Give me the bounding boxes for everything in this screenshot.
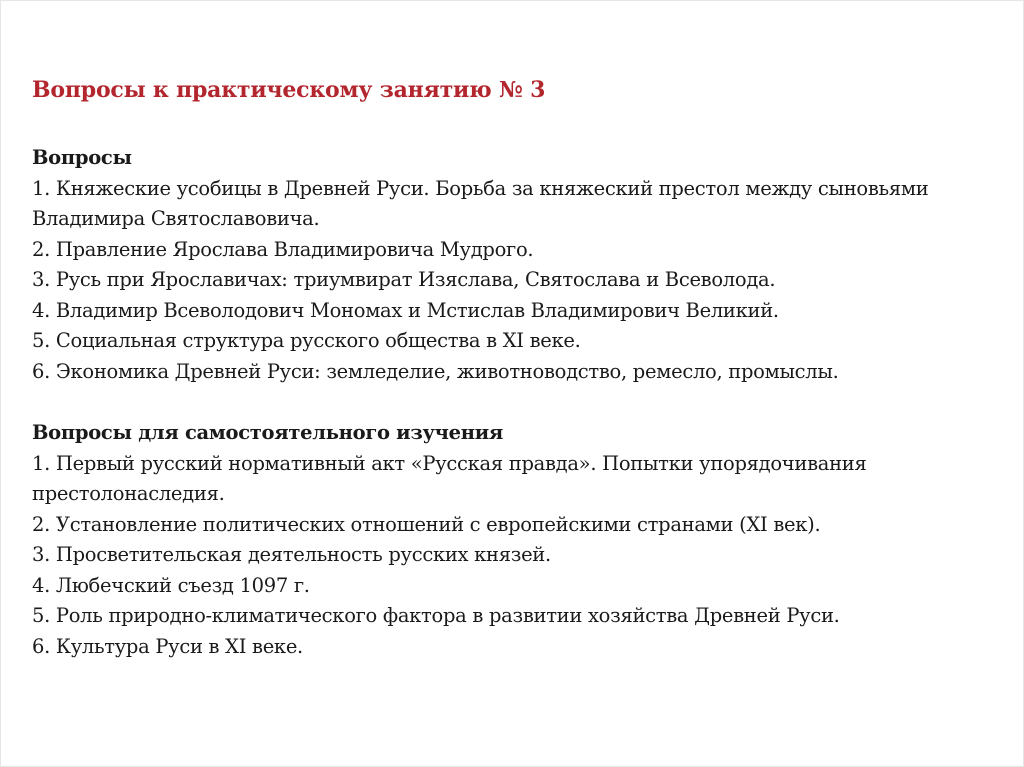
self-study-section bbox=[32, 418, 1007, 662]
section-heading: Вопросы для самостоятельного изучения bbox=[32, 421, 503, 444]
section-heading: Вопросы bbox=[32, 146, 132, 169]
slide-title: Вопросы к практическому занятию № 3 bbox=[32, 77, 546, 103]
list-item: 6. Экономика Древней Руси: земледелие, животноводство, ремесло, промыслы. bbox=[32, 359, 839, 383]
list-item: 1. Княжеские усобицы в Древней Руси. Борьба за княжеский престол между сыновьями Владимира Святославовича. bbox=[32, 176, 929, 230]
list-item: 2. Установление политических отношений с европейскими странами (XI век). bbox=[32, 512, 821, 536]
list-item: 1. Первый русский нормативный акт «Русская правда». Попытки упорядочивания престолонаследия. bbox=[32, 451, 867, 505]
list-item: 5. Социальная структура русского общества в XI веке. bbox=[32, 329, 581, 352]
list-item: 5. Роль природно-климатического фактора в развитии хозяйства Древней Руси. bbox=[32, 604, 840, 627]
questions-section bbox=[32, 143, 1007, 387]
list-item: 4. Владимир Всеволодович Мономах и Мстислав Владимирович Великий. bbox=[32, 298, 779, 322]
list-item: 6. Культура Руси в XI веке. bbox=[32, 634, 303, 658]
list-item: 2. Правление Ярослава Владимировича Мудрого. bbox=[32, 237, 534, 261]
list-item: 3. Просветительская деятельность русских князей. bbox=[32, 543, 551, 566]
list-item: 4. Любечский съезд 1097 г. bbox=[32, 573, 310, 597]
list-item: 3. Русь при Ярославичах: триумвират Изяслава, Святослава и Всеволода. bbox=[32, 268, 776, 291]
